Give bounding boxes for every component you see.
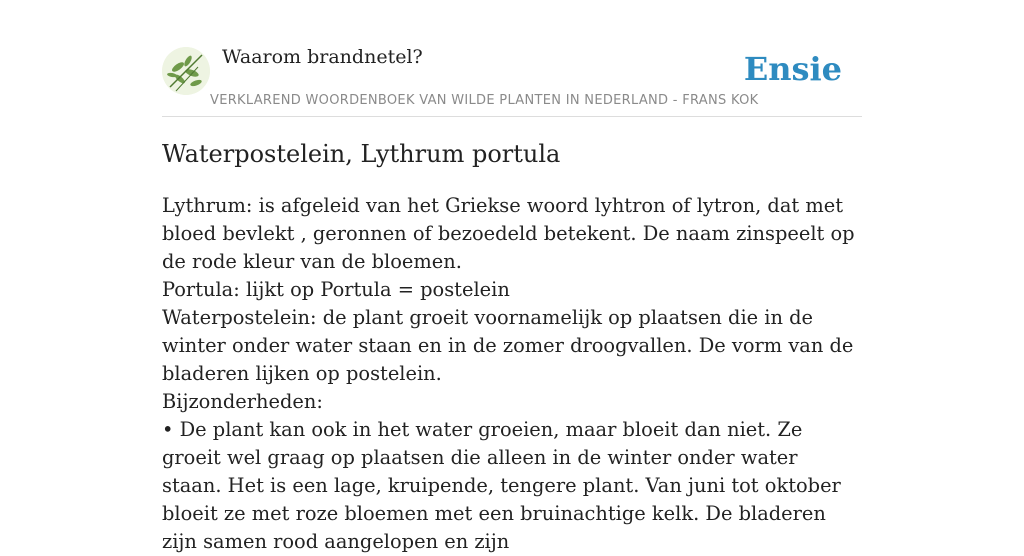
book-title[interactable]: Waarom brandnetel? [222,46,423,68]
entry-paragraph: Lythrum: is afgeleid van het Griekse woord lyhtron of lytron, dat met bloed bevlekt , geronnen of bezoedeld betekent. De naam zinspeelt op de rode kleur van de bloemen. [162,194,855,273]
entry-title: Waterpostelein, Lythrum portula [162,140,561,168]
entry-paragraph: Waterpostelein: de plant groeit voornamelijk op plaatsen die in de winter onder water staan en in de zomer droogvallen. De vorm van de bladeren lijken op postelein. [162,306,854,385]
entry-paragraph: Bijzonderheden: [162,390,323,413]
leaf-illustration-icon[interactable] [162,47,210,95]
entry-body [162,192,862,556]
entry-paragraph: Portula: lijkt op Portula = postelein [162,278,510,301]
entry-paragraph: • De plant kan ook in het water groeien, maar bloeit dan niet. Ze groeit wel graag op plaatsen die alleen in de winter onder water staan. Het is een lage, kruipende, tengere plant. Van juni tot oktober bloeit ze met roze bloemen met een bruinachtige kelk. De bladeren zijn samen rood aangelopen en zijn [162,418,841,553]
header [162,0,862,117]
brand-logo[interactable]: Ensie [743,50,842,88]
book-subtitle[interactable]: VERKLAREND WOORDENBOEK VAN WILDE PLANTEN IN NEDERLAND - FRANS KOK [210,93,759,108]
page-content [162,0,862,553]
